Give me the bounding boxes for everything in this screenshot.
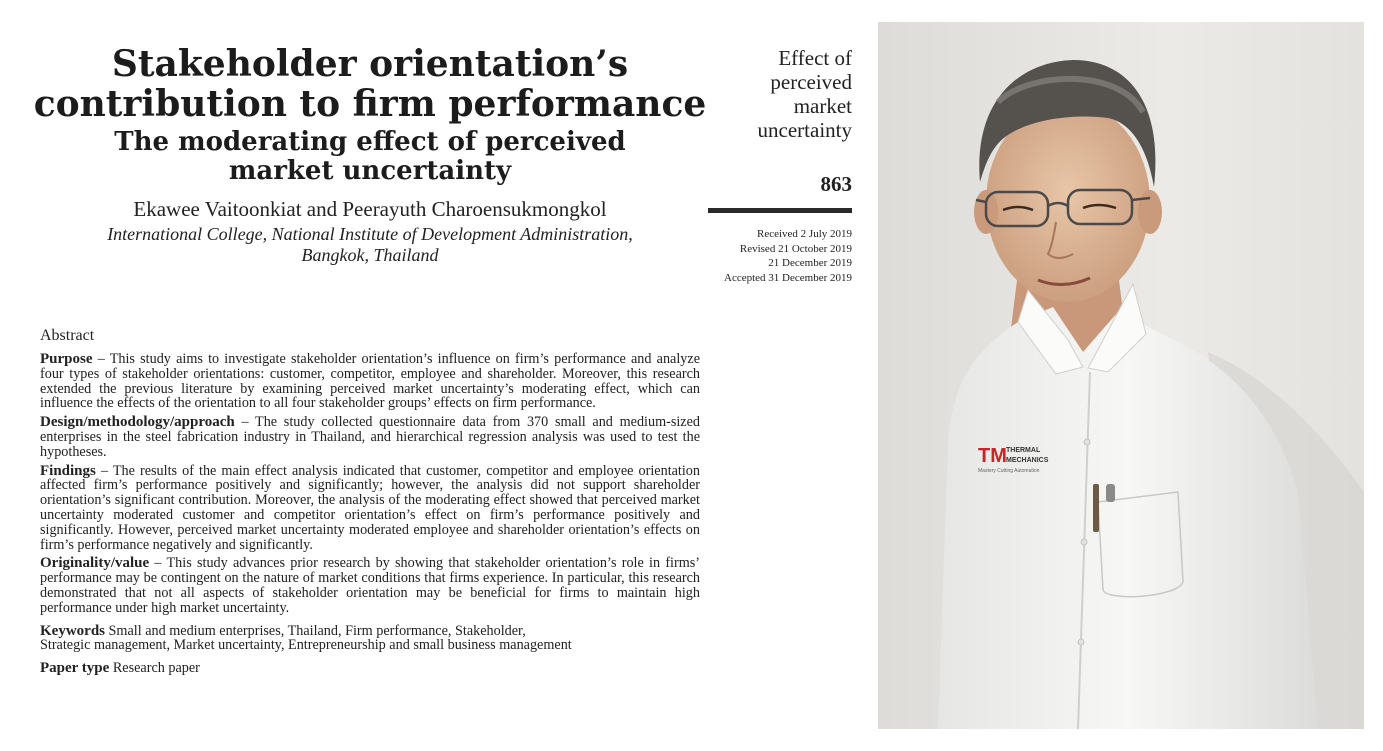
running-title: Effect of perceived market uncertainty [757,46,852,142]
paper-affiliation: International College, National Institute of Development Administration, Bangkok, Thailand [107,224,633,265]
paper-subtitle: The moderating effect of perceived market uncertainty [114,127,626,186]
svg-text:THERMAL: THERMAL [1006,447,1041,454]
paper-authors: Ekawee Vaitoonkiat and Peerayuth Charoensukmongkol [133,197,607,221]
side-margin [706,46,852,285]
abstract [40,326,700,676]
history-dates: Received 2 July 2019 Revised 21 October 2019 21 December 2019 Accepted 31 December 2019 [724,228,852,284]
abstract-purpose: Purpose – This study aims to investigate stakeholder orientation’s influence on firm’s performance and analyze four types of stakeholder orientations: customer, competitor, employee and shareholder. Moreover, this research extended the previous literature by examining perceived market uncertainty’s moderating effect, which can influence the effects of the orientation to all four stakeholder groups’ effects on firm performance. [40,351,700,412]
company-logo [978,445,1049,474]
page-number: 863 [820,172,852,196]
paper-type: Paper type Research paper [40,660,200,677]
paper-header [30,44,710,266]
author-photo [878,22,1364,729]
abstract-heading: Abstract [40,327,95,344]
svg-text:TM: TM [978,445,1007,467]
abstract-design: Design/methodology/approach – The study collected questionnaire data from 370 small and medium-sized enterprises in the steel fabrication industry in Thailand, and hierarchical regression analysis was used to test the hypotheses. [40,414,700,460]
portrait-image [878,22,1364,729]
paper-title: Stakeholder orientation’s contribution to firm performance [33,43,707,125]
abstract-originality: Originality/value – This study advances prior research by showing that stakeholder orientation’s role in firms’ performance may be contingent on the nature of market conditions that firms experience. In particular, this research demonstrated that not all aspects of stakeholder orientation may be beneficial for firms to maintain high performance under high market uncertainty. [40,555,700,616]
svg-text:Mastery Cutting Automation: Mastery Cutting Automation [978,468,1040,474]
keywords: Keywords Small and medium enterprises, Thailand, Firm performance, Stakeholder, Strategic management, Market uncertainty, Entrepreneurship and small business management [40,622,572,654]
abstract-findings: Findings – The results of the main effect analysis indicated that customer, competitor and employee orientation affected firm’s performance positively and significantly; however, the analysis did not support shareholder orientation’s significant contribution. Moreover, the analysis of the moderating effect showed that perceived market uncertainty moderated customer and competitor orientation’s effect on firm’s performance positively and significantly. However, perceived market uncertainty moderated employee and shareholder orientation’s effects on firm’s performance negatively and significantly. [40,462,700,553]
divider [708,208,852,213]
svg-text:MECHANICS: MECHANICS [1006,457,1049,464]
